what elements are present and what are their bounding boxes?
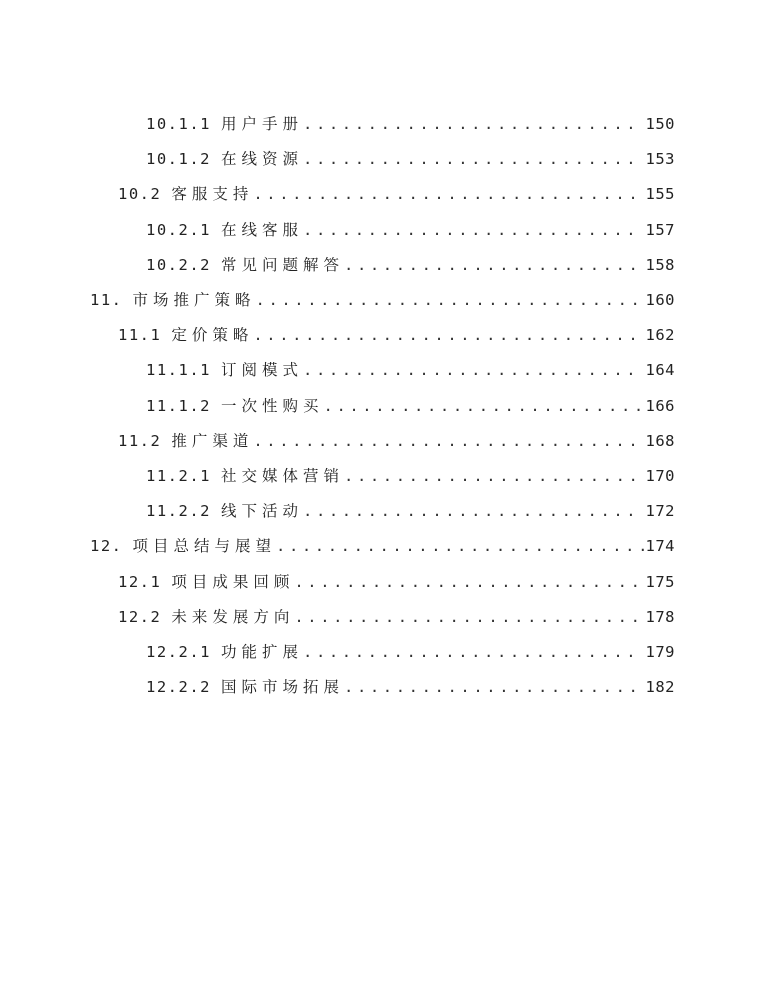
toc-entry-number: 11.2.1 (146, 467, 211, 485)
toc-entry-number: 10.2 (118, 185, 162, 204)
toc-entry[interactable] (118, 606, 675, 628)
toc-entry-page-number: 164 (645, 361, 675, 380)
toc-entry-title: 市场推广策略 (132, 291, 256, 309)
toc-entry-number: 11.2.2 (146, 502, 211, 521)
toc-entry-number: 10.2.2 (146, 255, 211, 274)
toc-dot-leader (253, 324, 639, 346)
toc-entry-title: 用户手册 (221, 115, 304, 133)
toc-entry-title: 定价策略 (171, 326, 254, 345)
toc-entry-page-number: 166 (645, 396, 675, 415)
toc-entry-title: 订阅模式 (221, 361, 304, 380)
toc-entry[interactable] (118, 430, 675, 452)
toc-entry-number: 11. (90, 291, 123, 309)
toc-entry[interactable] (146, 676, 675, 698)
toc-entry-title: 在线资源 (221, 150, 304, 169)
toc-dot-leader (253, 430, 639, 452)
toc-entry-title: 一次性购买 (221, 396, 324, 415)
toc-entry-page-number: 182 (645, 678, 675, 697)
toc-entry-page-number: 170 (645, 467, 675, 485)
toc-dot-leader (276, 535, 643, 557)
toc-entry-page-number: 153 (645, 150, 675, 169)
toc-entry-page-number: 162 (645, 326, 675, 345)
toc-dot-leader (324, 395, 640, 417)
toc-dot-leader (303, 359, 639, 381)
toc-dot-leader (303, 148, 639, 170)
toc-dot-leader (344, 254, 639, 276)
toc-entry-title: 未来发展方向 (171, 607, 295, 626)
toc-entry-page-number: 160 (645, 291, 675, 309)
toc-entry[interactable] (118, 183, 675, 205)
toc-entry-number: 11.1.2 (146, 396, 211, 415)
toc-dot-leader (253, 183, 639, 205)
toc-entry[interactable] (146, 359, 675, 381)
toc-entry-page-number: 178 (645, 607, 675, 626)
toc-entry-page-number: 172 (645, 502, 675, 521)
toc-entry-title: 常见问题解答 (221, 255, 345, 274)
toc-entry-number: 11.1.1 (146, 361, 211, 380)
toc-entry-page-number: 179 (645, 643, 675, 661)
toc-entry-title: 线下活动 (221, 502, 304, 521)
toc-entry-title: 功能扩展 (221, 643, 304, 661)
toc-entry-number: 10.2.1 (146, 220, 211, 239)
toc-entry-page-number: 174 (645, 537, 675, 556)
toc-dot-leader (303, 641, 639, 663)
toc-entry-number: 12. (90, 537, 123, 556)
toc-entry[interactable] (146, 641, 675, 663)
toc-dot-leader (256, 289, 644, 311)
toc-entry[interactable] (90, 535, 675, 557)
toc-entry-title: 社交媒体营销 (221, 467, 345, 485)
toc-dot-leader (344, 676, 639, 698)
toc-dot-leader (294, 606, 639, 628)
toc-entry-title: 国际市场拓展 (221, 678, 345, 697)
toc-entry[interactable] (146, 395, 675, 417)
toc-dot-leader (303, 500, 639, 522)
toc-entry-page-number: 168 (645, 431, 675, 450)
toc-entry[interactable] (90, 289, 675, 311)
toc-entry[interactable] (118, 324, 675, 346)
toc-dot-leader (344, 465, 639, 487)
toc-entry[interactable] (146, 113, 675, 135)
toc-entry-page-number: 158 (645, 255, 675, 274)
toc-entry-number: 12.2 (118, 607, 162, 626)
toc-entry-page-number: 157 (645, 220, 675, 239)
toc-entry-title: 推广渠道 (171, 431, 254, 450)
toc-entry[interactable] (146, 254, 675, 276)
toc-entry-title: 客服支持 (171, 185, 254, 204)
toc-dot-leader (294, 571, 639, 593)
toc-entry-number: 11.1 (118, 326, 162, 345)
toc-entry-title: 项目成果回顾 (171, 572, 295, 591)
toc-entry-number: 10.1.1 (146, 115, 211, 133)
toc-entry-page-number: 155 (645, 185, 675, 204)
toc-entry-number: 12.1 (118, 572, 162, 591)
toc-entry[interactable] (146, 465, 675, 487)
toc-entry-title: 项目总结与展望 (132, 537, 277, 556)
toc-entry-number: 12.2.1 (146, 643, 211, 661)
toc-entry-page-number: 150 (645, 115, 675, 133)
toc-entry-title: 在线客服 (221, 220, 304, 239)
toc-entry[interactable] (118, 571, 675, 593)
toc-dot-leader (303, 219, 639, 241)
toc-entry-page-number: 175 (645, 572, 675, 591)
toc-entry[interactable] (146, 500, 675, 522)
toc-entry-number: 10.1.2 (146, 150, 211, 169)
toc-entry-number: 11.2 (118, 431, 162, 450)
toc-entry[interactable] (146, 219, 675, 241)
toc-entry-number: 12.2.2 (146, 678, 211, 697)
toc-dot-leader (303, 113, 639, 135)
toc-entry[interactable] (146, 148, 675, 170)
